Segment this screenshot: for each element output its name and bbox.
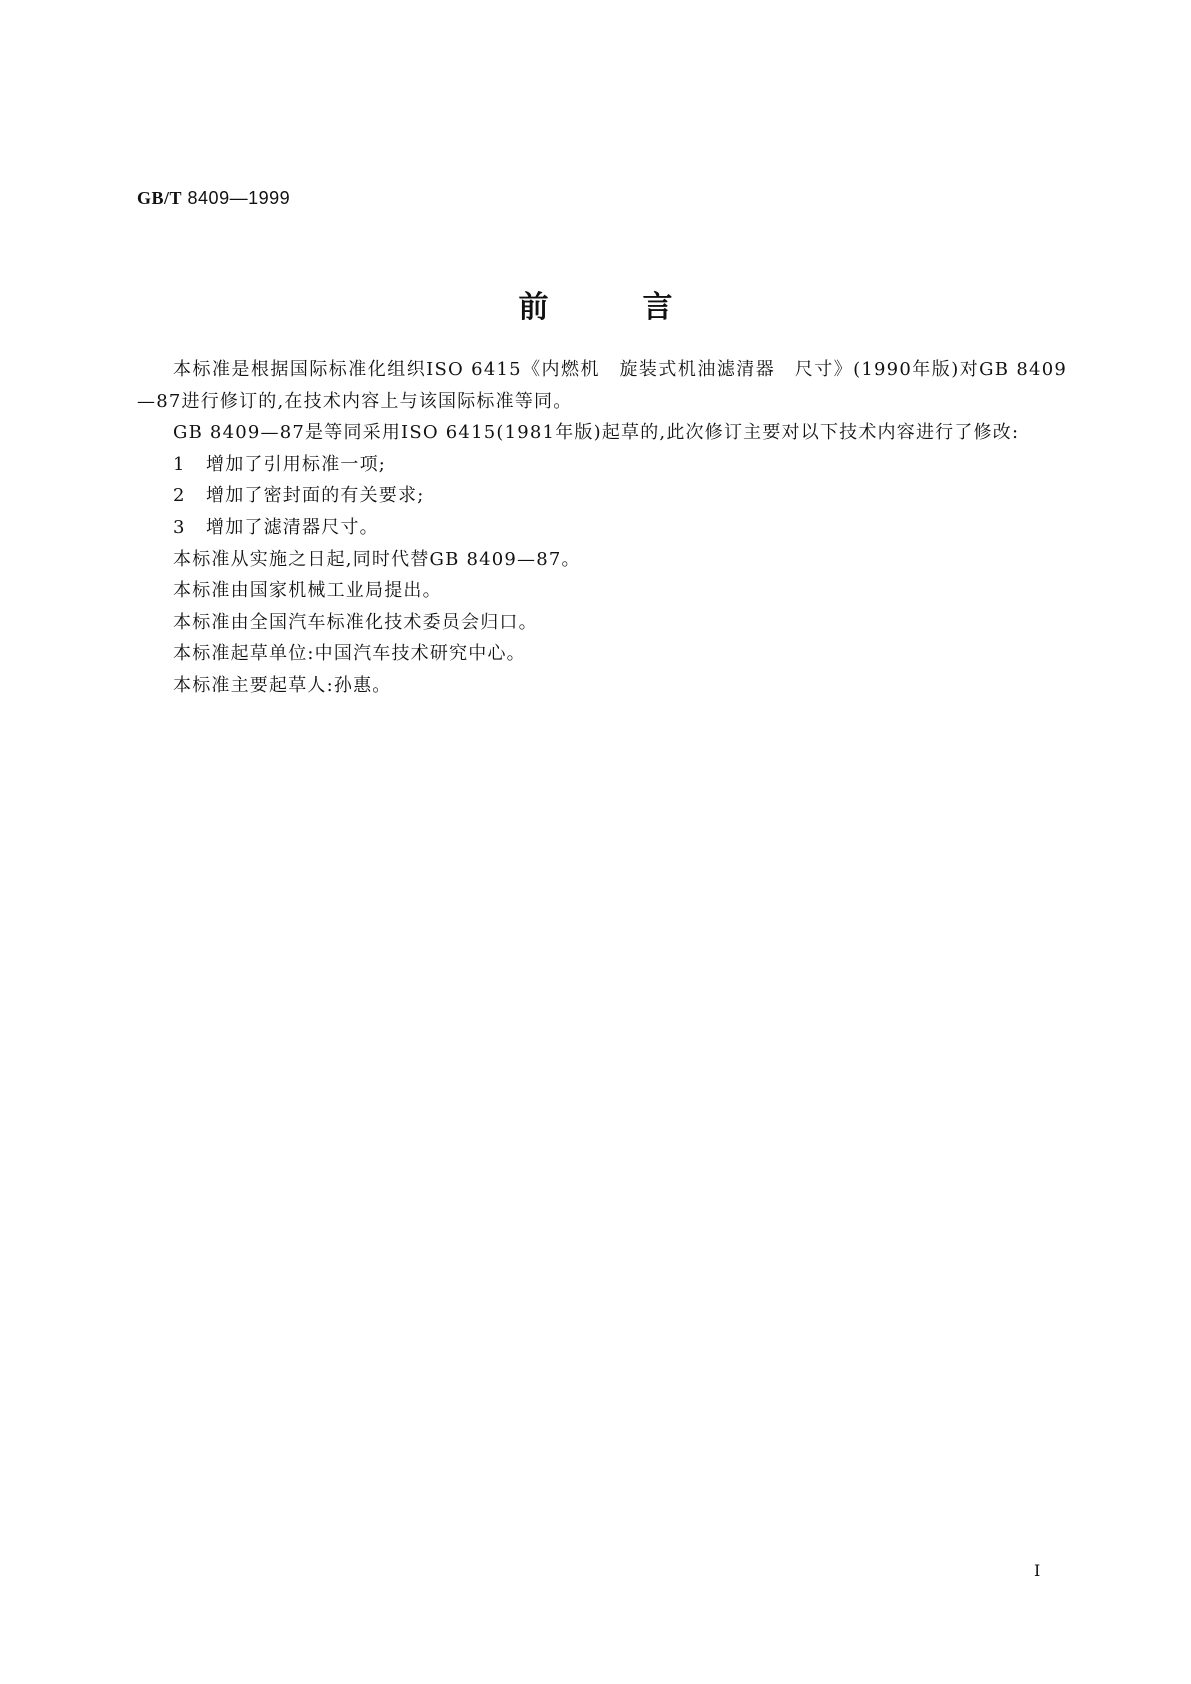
list-item-text: 增加了密封面的有关要求;: [206, 485, 425, 507]
list-item-number: 1: [173, 453, 186, 475]
title-char-2: 言: [642, 290, 673, 325]
paragraph-replaces: 本标准从实施之日起,同时代替GB 8409—87。: [173, 548, 581, 570]
list-item: [137, 449, 1067, 481]
list-item-text: 增加了滤清器尺寸。: [206, 516, 379, 538]
standard-prefix: GB/T: [137, 188, 183, 208]
paragraph-basis: 本标准是根据国际标准化组织ISO 6415《内燃机 旋装式机油滤清器 尺寸》(1990年版)对GB 8409—87进行修订的,在技术内容上与该国际标准等同。: [137, 359, 1067, 412]
title-char-1: 前: [518, 290, 549, 325]
paragraph-proposer: 本标准由国家机械工业局提出。: [173, 580, 442, 602]
paragraph-drafters: 本标准主要起草人:孙惠。: [173, 674, 392, 696]
list-item-number: 3: [173, 516, 186, 538]
list-item-text: 增加了引用标准一项;: [206, 453, 387, 475]
list-item: [137, 480, 1067, 512]
standard-code: [137, 188, 290, 209]
foreword-body: [137, 354, 1067, 702]
paragraph-drafting-unit: 本标准起草单位:中国汽车技术研究中心。: [173, 643, 526, 665]
paragraph-centralized: 本标准由全国汽车标准化技术委员会归口。: [173, 611, 538, 633]
standard-number: 8409—1999: [187, 188, 291, 208]
list-item: [137, 512, 1067, 544]
list-item-number: 2: [173, 485, 186, 507]
page-title: [0, 282, 1191, 326]
page-number: Ⅰ: [1034, 1563, 1041, 1580]
paragraph-revision: GB 8409—87是等同采用ISO 6415(1981年版)起草的,此次修订主要对以下技术内容进行了修改:: [173, 422, 1020, 444]
